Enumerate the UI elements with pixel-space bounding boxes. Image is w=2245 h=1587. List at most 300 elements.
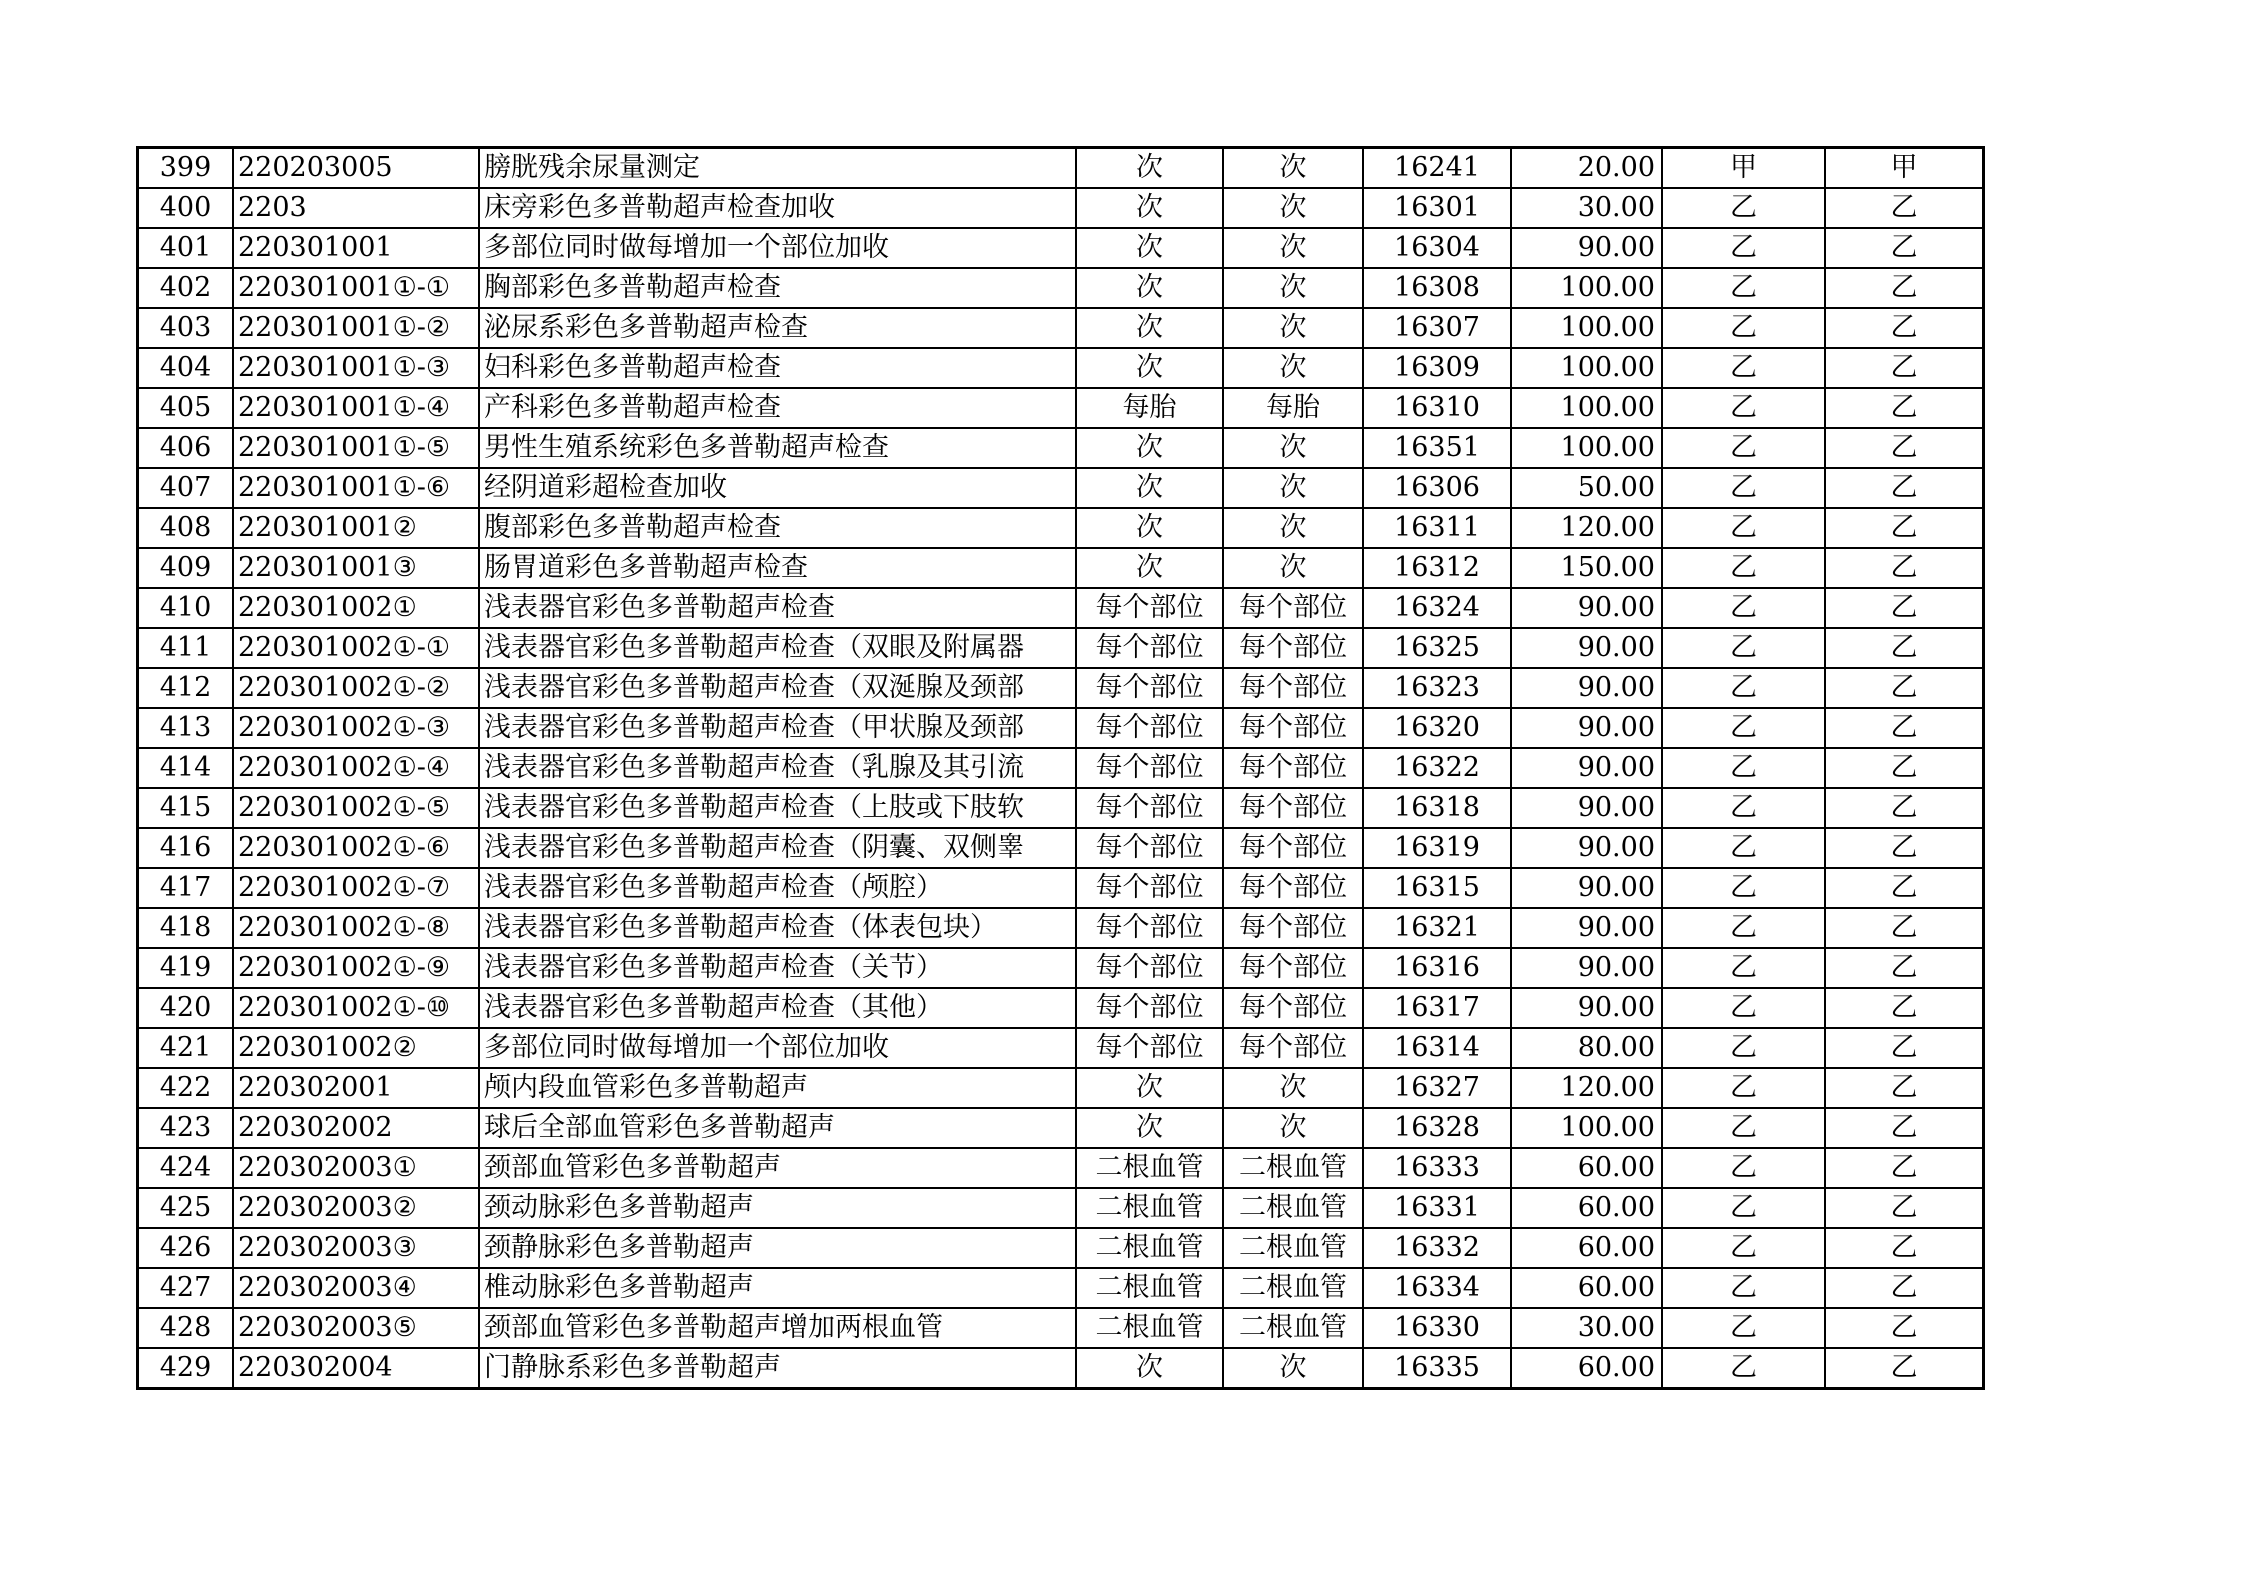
cell-unit-secondary: 每胎 <box>1223 388 1363 428</box>
cell-row-number: 406 <box>138 428 234 468</box>
cell-category-a: 乙 <box>1662 708 1825 748</box>
cell-unit-secondary: 每个部位 <box>1223 788 1363 828</box>
cell-price: 150.00 <box>1511 548 1662 588</box>
cell-item-name: 浅表器官彩色多普勒超声检查（颅腔） <box>479 868 1076 908</box>
table-row <box>138 148 1984 189</box>
cell-category-b: 乙 <box>1825 1188 1984 1228</box>
cell-category-b: 乙 <box>1825 1028 1984 1068</box>
cell-category-b: 乙 <box>1825 188 1984 228</box>
cell-unit: 次 <box>1076 508 1223 548</box>
cell-unit: 二根血管 <box>1076 1228 1223 1268</box>
cell-category-a: 乙 <box>1662 668 1825 708</box>
cell-item-name: 产科彩色多普勒超声检查 <box>479 388 1076 428</box>
price-table <box>136 146 1985 1390</box>
cell-category-a: 乙 <box>1662 1148 1825 1188</box>
cell-row-number: 422 <box>138 1068 234 1108</box>
cell-category-a: 乙 <box>1662 988 1825 1028</box>
table-row <box>138 628 1984 668</box>
cell-item-id: 16333 <box>1363 1148 1511 1188</box>
cell-unit: 次 <box>1076 1068 1223 1108</box>
cell-unit: 次 <box>1076 428 1223 468</box>
cell-unit: 每个部位 <box>1076 708 1223 748</box>
cell-item-id: 16319 <box>1363 828 1511 868</box>
cell-item-id: 16351 <box>1363 428 1511 468</box>
cell-item-code: 220301002①-⑨ <box>233 948 479 988</box>
table-row <box>138 268 1984 308</box>
cell-item-name: 浅表器官彩色多普勒超声检查（阴囊、双侧睾 <box>479 828 1076 868</box>
cell-item-name: 床旁彩色多普勒超声检查加收 <box>479 188 1076 228</box>
cell-unit-secondary: 次 <box>1223 548 1363 588</box>
cell-item-name: 浅表器官彩色多普勒超声检查（关节） <box>479 948 1076 988</box>
cell-category-b: 乙 <box>1825 868 1984 908</box>
cell-unit: 次 <box>1076 548 1223 588</box>
cell-unit-secondary: 次 <box>1223 348 1363 388</box>
cell-unit-secondary: 每个部位 <box>1223 908 1363 948</box>
table-row <box>138 948 1984 988</box>
cell-unit-secondary: 二根血管 <box>1223 1268 1363 1308</box>
cell-price: 30.00 <box>1511 1308 1662 1348</box>
cell-item-name: 浅表器官彩色多普勒超声检查（上肢或下肢软 <box>479 788 1076 828</box>
cell-unit: 每个部位 <box>1076 628 1223 668</box>
cell-unit-secondary: 次 <box>1223 188 1363 228</box>
cell-item-code: 220301001 <box>233 228 479 268</box>
cell-price: 90.00 <box>1511 948 1662 988</box>
cell-unit-secondary: 每个部位 <box>1223 708 1363 748</box>
cell-item-id: 16332 <box>1363 1228 1511 1268</box>
cell-category-b: 乙 <box>1825 1308 1984 1348</box>
cell-category-b: 乙 <box>1825 268 1984 308</box>
cell-category-b: 乙 <box>1825 988 1984 1028</box>
cell-price: 90.00 <box>1511 788 1662 828</box>
cell-row-number: 418 <box>138 908 234 948</box>
cell-item-name: 浅表器官彩色多普勒超声检查（其他） <box>479 988 1076 1028</box>
table-row <box>138 828 1984 868</box>
cell-row-number: 416 <box>138 828 234 868</box>
cell-price: 90.00 <box>1511 628 1662 668</box>
cell-price: 80.00 <box>1511 1028 1662 1068</box>
cell-row-number: 421 <box>138 1028 234 1068</box>
cell-price: 90.00 <box>1511 748 1662 788</box>
cell-item-id: 16334 <box>1363 1268 1511 1308</box>
cell-item-code: 220301002② <box>233 1028 479 1068</box>
cell-item-id: 16320 <box>1363 708 1511 748</box>
table-row <box>138 228 1984 268</box>
cell-row-number: 427 <box>138 1268 234 1308</box>
cell-row-number: 417 <box>138 868 234 908</box>
cell-item-name: 妇科彩色多普勒超声检查 <box>479 348 1076 388</box>
cell-item-id: 16330 <box>1363 1308 1511 1348</box>
cell-price: 60.00 <box>1511 1148 1662 1188</box>
cell-item-name: 浅表器官彩色多普勒超声检查（双涎腺及颈部 <box>479 668 1076 708</box>
table-row <box>138 1268 1984 1308</box>
cell-item-name: 颈部血管彩色多普勒超声 <box>479 1148 1076 1188</box>
cell-category-b: 乙 <box>1825 428 1984 468</box>
cell-row-number: 426 <box>138 1228 234 1268</box>
cell-item-name: 泌尿系彩色多普勒超声检查 <box>479 308 1076 348</box>
cell-item-name: 颅内段血管彩色多普勒超声 <box>479 1068 1076 1108</box>
cell-price: 100.00 <box>1511 1108 1662 1148</box>
cell-item-name: 腹部彩色多普勒超声检查 <box>479 508 1076 548</box>
cell-price: 90.00 <box>1511 988 1662 1028</box>
cell-unit: 每个部位 <box>1076 828 1223 868</box>
cell-item-id: 16321 <box>1363 908 1511 948</box>
cell-category-b: 甲 <box>1825 148 1984 189</box>
cell-row-number: 428 <box>138 1308 234 1348</box>
cell-unit: 每个部位 <box>1076 868 1223 908</box>
cell-unit-secondary: 次 <box>1223 1108 1363 1148</box>
cell-price: 50.00 <box>1511 468 1662 508</box>
cell-item-name: 男性生殖系统彩色多普勒超声检查 <box>479 428 1076 468</box>
cell-price: 90.00 <box>1511 828 1662 868</box>
table-row <box>138 748 1984 788</box>
cell-category-b: 乙 <box>1825 748 1984 788</box>
cell-unit: 次 <box>1076 1348 1223 1389</box>
cell-item-code: 220302003② <box>233 1188 479 1228</box>
cell-unit-secondary: 二根血管 <box>1223 1188 1363 1228</box>
cell-category-a: 乙 <box>1662 1028 1825 1068</box>
table-row <box>138 468 1984 508</box>
cell-category-b: 乙 <box>1825 628 1984 668</box>
cell-category-a: 乙 <box>1662 788 1825 828</box>
cell-unit: 二根血管 <box>1076 1188 1223 1228</box>
cell-item-name: 浅表器官彩色多普勒超声检查（乳腺及其引流 <box>479 748 1076 788</box>
cell-item-name: 多部位同时做每增加一个部位加收 <box>479 228 1076 268</box>
cell-unit: 次 <box>1076 148 1223 189</box>
cell-item-name: 颈动脉彩色多普勒超声 <box>479 1188 1076 1228</box>
cell-price: 60.00 <box>1511 1348 1662 1389</box>
cell-unit: 每个部位 <box>1076 908 1223 948</box>
table-row <box>138 1308 1984 1348</box>
cell-item-id: 16315 <box>1363 868 1511 908</box>
cell-item-id: 16318 <box>1363 788 1511 828</box>
cell-item-name: 多部位同时做每增加一个部位加收 <box>479 1028 1076 1068</box>
cell-item-code: 220301001①-④ <box>233 388 479 428</box>
cell-unit-secondary: 每个部位 <box>1223 668 1363 708</box>
cell-row-number: 403 <box>138 308 234 348</box>
cell-price: 60.00 <box>1511 1268 1662 1308</box>
cell-row-number: 413 <box>138 708 234 748</box>
cell-item-name: 球后全部血管彩色多普勒超声 <box>479 1108 1076 1148</box>
cell-unit: 次 <box>1076 348 1223 388</box>
cell-item-code: 2203 <box>233 188 479 228</box>
cell-unit: 次 <box>1076 308 1223 348</box>
cell-item-id: 16331 <box>1363 1188 1511 1228</box>
cell-category-a: 乙 <box>1662 388 1825 428</box>
cell-unit-secondary: 次 <box>1223 308 1363 348</box>
cell-item-code: 220301002①-⑤ <box>233 788 479 828</box>
cell-category-a: 乙 <box>1662 1228 1825 1268</box>
cell-item-id: 16312 <box>1363 548 1511 588</box>
cell-unit: 次 <box>1076 188 1223 228</box>
cell-row-number: 411 <box>138 628 234 668</box>
cell-price: 20.00 <box>1511 148 1662 189</box>
cell-item-name: 浅表器官彩色多普勒超声检查 <box>479 588 1076 628</box>
cell-unit-secondary: 每个部位 <box>1223 1028 1363 1068</box>
cell-item-code: 220301001② <box>233 508 479 548</box>
table-row <box>138 708 1984 748</box>
table-row <box>138 1348 1984 1389</box>
cell-unit: 每个部位 <box>1076 948 1223 988</box>
cell-unit-secondary: 每个部位 <box>1223 828 1363 868</box>
cell-category-a: 甲 <box>1662 148 1825 189</box>
cell-category-a: 乙 <box>1662 908 1825 948</box>
cell-unit-secondary: 二根血管 <box>1223 1148 1363 1188</box>
cell-row-number: 404 <box>138 348 234 388</box>
cell-item-id: 16328 <box>1363 1108 1511 1148</box>
cell-category-b: 乙 <box>1825 788 1984 828</box>
cell-category-a: 乙 <box>1662 348 1825 388</box>
cell-category-b: 乙 <box>1825 668 1984 708</box>
table-row <box>138 1068 1984 1108</box>
cell-item-code: 220302003⑤ <box>233 1308 479 1348</box>
cell-category-a: 乙 <box>1662 1188 1825 1228</box>
cell-unit-secondary: 每个部位 <box>1223 588 1363 628</box>
cell-unit: 二根血管 <box>1076 1308 1223 1348</box>
cell-category-a: 乙 <box>1662 548 1825 588</box>
cell-item-code: 220302004 <box>233 1348 479 1389</box>
cell-row-number: 408 <box>138 508 234 548</box>
cell-row-number: 407 <box>138 468 234 508</box>
cell-row-number: 405 <box>138 388 234 428</box>
cell-price: 90.00 <box>1511 668 1662 708</box>
table-row <box>138 508 1984 548</box>
cell-unit-secondary: 次 <box>1223 508 1363 548</box>
cell-unit-secondary: 次 <box>1223 1348 1363 1389</box>
cell-item-code: 220301001①-⑥ <box>233 468 479 508</box>
cell-category-a: 乙 <box>1662 588 1825 628</box>
cell-category-b: 乙 <box>1825 1108 1984 1148</box>
cell-item-id: 16311 <box>1363 508 1511 548</box>
cell-unit-secondary: 二根血管 <box>1223 1308 1363 1348</box>
cell-item-code: 220301001①-① <box>233 268 479 308</box>
cell-row-number: 412 <box>138 668 234 708</box>
table-row <box>138 308 1984 348</box>
cell-category-b: 乙 <box>1825 348 1984 388</box>
cell-row-number: 414 <box>138 748 234 788</box>
cell-category-b: 乙 <box>1825 228 1984 268</box>
cell-item-name: 颈部血管彩色多普勒超声增加两根血管 <box>479 1308 1076 1348</box>
table-row <box>138 868 1984 908</box>
table-row <box>138 548 1984 588</box>
cell-category-b: 乙 <box>1825 948 1984 988</box>
cell-row-number: 409 <box>138 548 234 588</box>
cell-category-b: 乙 <box>1825 548 1984 588</box>
cell-price: 90.00 <box>1511 588 1662 628</box>
cell-row-number: 424 <box>138 1148 234 1188</box>
cell-item-id: 16308 <box>1363 268 1511 308</box>
cell-row-number: 415 <box>138 788 234 828</box>
cell-item-code: 220301001①-③ <box>233 348 479 388</box>
cell-category-b: 乙 <box>1825 388 1984 428</box>
cell-unit: 每个部位 <box>1076 588 1223 628</box>
cell-item-code: 220301002①-⑧ <box>233 908 479 948</box>
cell-row-number: 410 <box>138 588 234 628</box>
cell-unit-secondary: 每个部位 <box>1223 868 1363 908</box>
cell-row-number: 425 <box>138 1188 234 1228</box>
cell-category-b: 乙 <box>1825 308 1984 348</box>
cell-item-code: 220302001 <box>233 1068 479 1108</box>
cell-unit: 每个部位 <box>1076 748 1223 788</box>
cell-price: 60.00 <box>1511 1228 1662 1268</box>
cell-item-code: 220302003③ <box>233 1228 479 1268</box>
cell-unit: 每个部位 <box>1076 1028 1223 1068</box>
cell-row-number: 420 <box>138 988 234 1028</box>
cell-category-b: 乙 <box>1825 1148 1984 1188</box>
cell-item-id: 16241 <box>1363 148 1511 189</box>
cell-category-a: 乙 <box>1662 868 1825 908</box>
cell-category-a: 乙 <box>1662 628 1825 668</box>
cell-category-b: 乙 <box>1825 708 1984 748</box>
cell-price: 100.00 <box>1511 308 1662 348</box>
cell-item-id: 16322 <box>1363 748 1511 788</box>
cell-unit-secondary: 每个部位 <box>1223 948 1363 988</box>
cell-item-code: 220302003① <box>233 1148 479 1188</box>
cell-unit: 次 <box>1076 1108 1223 1148</box>
cell-row-number: 400 <box>138 188 234 228</box>
cell-category-a: 乙 <box>1662 1108 1825 1148</box>
cell-category-a: 乙 <box>1662 308 1825 348</box>
cell-item-id: 16306 <box>1363 468 1511 508</box>
cell-item-id: 16316 <box>1363 948 1511 988</box>
cell-item-code: 220301002①-⑦ <box>233 868 479 908</box>
cell-price: 90.00 <box>1511 868 1662 908</box>
cell-item-code: 220301002①-② <box>233 668 479 708</box>
cell-price: 30.00 <box>1511 188 1662 228</box>
cell-category-b: 乙 <box>1825 588 1984 628</box>
cell-item-name: 浅表器官彩色多普勒超声检查（甲状腺及颈部 <box>479 708 1076 748</box>
cell-category-a: 乙 <box>1662 828 1825 868</box>
table-row <box>138 788 1984 828</box>
table-row <box>138 348 1984 388</box>
cell-category-a: 乙 <box>1662 268 1825 308</box>
cell-item-id: 16301 <box>1363 188 1511 228</box>
table-row <box>138 188 1984 228</box>
cell-item-id: 16310 <box>1363 388 1511 428</box>
cell-unit: 二根血管 <box>1076 1148 1223 1188</box>
cell-unit: 每胎 <box>1076 388 1223 428</box>
cell-category-b: 乙 <box>1825 1268 1984 1308</box>
table-row <box>138 1228 1984 1268</box>
cell-row-number: 429 <box>138 1348 234 1389</box>
cell-item-name: 肠胃道彩色多普勒超声检查 <box>479 548 1076 588</box>
table-row <box>138 1108 1984 1148</box>
table-row <box>138 668 1984 708</box>
cell-price: 100.00 <box>1511 428 1662 468</box>
cell-item-id: 16324 <box>1363 588 1511 628</box>
cell-row-number: 401 <box>138 228 234 268</box>
cell-item-id: 16327 <box>1363 1068 1511 1108</box>
cell-unit-secondary: 每个部位 <box>1223 628 1363 668</box>
cell-category-b: 乙 <box>1825 468 1984 508</box>
cell-unit-secondary: 次 <box>1223 1068 1363 1108</box>
cell-unit: 次 <box>1076 268 1223 308</box>
cell-unit: 二根血管 <box>1076 1268 1223 1308</box>
cell-item-id: 16335 <box>1363 1348 1511 1389</box>
cell-item-code: 220301001①-② <box>233 308 479 348</box>
cell-item-code: 220301002①-④ <box>233 748 479 788</box>
table-row <box>138 1148 1984 1188</box>
cell-price: 90.00 <box>1511 708 1662 748</box>
cell-category-b: 乙 <box>1825 828 1984 868</box>
cell-item-code: 220301001③ <box>233 548 479 588</box>
cell-unit: 每个部位 <box>1076 988 1223 1028</box>
cell-price: 120.00 <box>1511 1068 1662 1108</box>
table-row <box>138 588 1984 628</box>
cell-unit-secondary: 次 <box>1223 468 1363 508</box>
cell-item-code: 220203005 <box>233 148 479 189</box>
cell-item-code: 220301002①-⑩ <box>233 988 479 1028</box>
cell-unit-secondary: 次 <box>1223 148 1363 189</box>
cell-price: 60.00 <box>1511 1188 1662 1228</box>
cell-unit: 次 <box>1076 228 1223 268</box>
cell-item-name: 颈静脉彩色多普勒超声 <box>479 1228 1076 1268</box>
cell-category-a: 乙 <box>1662 1068 1825 1108</box>
cell-unit-secondary: 二根血管 <box>1223 1228 1363 1268</box>
cell-price: 120.00 <box>1511 508 1662 548</box>
table-row <box>138 428 1984 468</box>
cell-item-id: 16317 <box>1363 988 1511 1028</box>
cell-item-id: 16314 <box>1363 1028 1511 1068</box>
cell-unit-secondary: 每个部位 <box>1223 748 1363 788</box>
cell-unit-secondary: 每个部位 <box>1223 988 1363 1028</box>
cell-category-a: 乙 <box>1662 228 1825 268</box>
cell-item-id: 16323 <box>1363 668 1511 708</box>
cell-category-b: 乙 <box>1825 1348 1984 1389</box>
cell-item-code: 220301002① <box>233 588 479 628</box>
cell-row-number: 419 <box>138 948 234 988</box>
cell-unit-secondary: 次 <box>1223 268 1363 308</box>
cell-category-a: 乙 <box>1662 748 1825 788</box>
table-row <box>138 388 1984 428</box>
table-row <box>138 908 1984 948</box>
cell-unit-secondary: 次 <box>1223 228 1363 268</box>
cell-item-name: 浅表器官彩色多普勒超声检查（体表包块） <box>479 908 1076 948</box>
cell-item-code: 220302003④ <box>233 1268 479 1308</box>
cell-item-id: 16309 <box>1363 348 1511 388</box>
cell-item-name: 椎动脉彩色多普勒超声 <box>479 1268 1076 1308</box>
cell-item-code: 220301002①-① <box>233 628 479 668</box>
table-row <box>138 1188 1984 1228</box>
table-row <box>138 988 1984 1028</box>
cell-category-a: 乙 <box>1662 1308 1825 1348</box>
cell-item-id: 16325 <box>1363 628 1511 668</box>
cell-category-b: 乙 <box>1825 508 1984 548</box>
cell-price: 100.00 <box>1511 388 1662 428</box>
cell-category-a: 乙 <box>1662 428 1825 468</box>
cell-price: 100.00 <box>1511 348 1662 388</box>
cell-row-number: 423 <box>138 1108 234 1148</box>
cell-unit: 每个部位 <box>1076 788 1223 828</box>
cell-unit-secondary: 次 <box>1223 428 1363 468</box>
cell-category-b: 乙 <box>1825 1068 1984 1108</box>
cell-item-code: 220301001①-⑤ <box>233 428 479 468</box>
cell-row-number: 402 <box>138 268 234 308</box>
cell-item-code: 220301002①-⑥ <box>233 828 479 868</box>
cell-item-id: 16304 <box>1363 228 1511 268</box>
cell-item-code: 220302002 <box>233 1108 479 1148</box>
table-row <box>138 1028 1984 1068</box>
cell-category-a: 乙 <box>1662 188 1825 228</box>
cell-row-number: 399 <box>138 148 234 189</box>
cell-category-b: 乙 <box>1825 908 1984 948</box>
cell-item-name: 浅表器官彩色多普勒超声检查（双眼及附属器 <box>479 628 1076 668</box>
cell-category-a: 乙 <box>1662 948 1825 988</box>
cell-item-name: 经阴道彩超检查加收 <box>479 468 1076 508</box>
cell-category-a: 乙 <box>1662 1348 1825 1389</box>
cell-price: 90.00 <box>1511 908 1662 948</box>
price-table-body <box>138 148 1984 1389</box>
cell-category-a: 乙 <box>1662 468 1825 508</box>
